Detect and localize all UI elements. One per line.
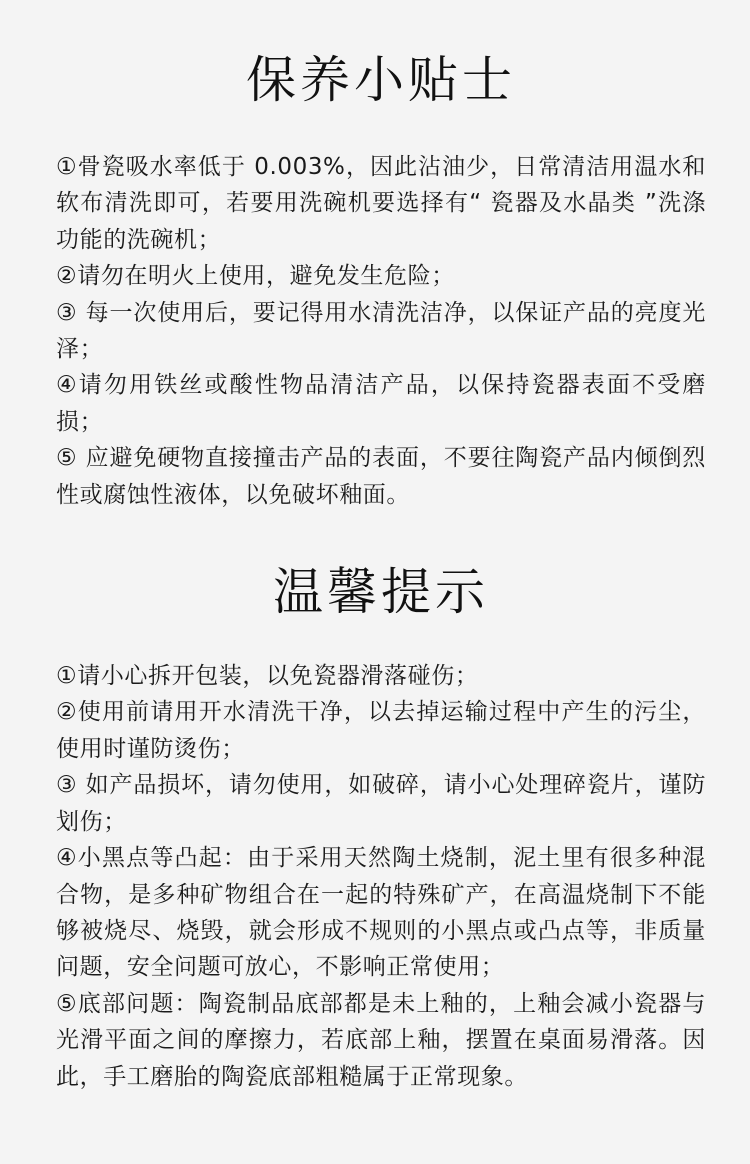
care-tips-list: [56, 149, 706, 513]
reminder-item: ⑤底部问题：陶瓷制品底部都是未上釉的，上釉会减小瓷器与光滑平面之间的摩擦力，若底部上釉，摆置在桌面易滑落。因此，手工磨胎的陶瓷底部粗糙属于正常现象。: [56, 990, 706, 1090]
warm-reminder-section: [56, 557, 706, 1095]
care-tip-item: ⑤ 应避免硬物直接撞击产品的表面，不要往陶瓷产品内倾倒烈性或腐蚀性液体，以免破坏釉面。: [56, 445, 706, 508]
warm-reminder-list: [56, 658, 706, 1095]
reminder-item: ①请小心拆开包装，以免瓷器滑落碰伤；: [56, 663, 479, 690]
care-tip-item: ①骨瓷吸水率低于 0.003%，因此沾油少，日常清洁用温水和软布清洗即可，若要用洗碗机要选择有“ 瓷器及水晶类 ”洗涤功能的洗碗机；: [56, 154, 706, 253]
care-tip-item: ②请勿在明火上使用，避免发生危险；: [56, 263, 455, 290]
warm-reminder-title: 温馨提示: [273, 563, 489, 622]
reminder-item: ③ 如产品损坏，请勿使用，如破碎，请小心处理碎瓷片，谨防划伤；: [56, 772, 706, 835]
reminder-item: ④小黑点等凸起：由于采用天然陶土烧制，泥土里有很多种混合物，是多种矿物组合在一起的特殊矿产，在高温烧制下不能够被烧尽、烧毁，就会形成不规则的小黑点或凸点等，非质量问题，安全问题可放心，不影响正常使用；: [56, 845, 706, 981]
care-tips-title: 保养小贴士: [246, 51, 516, 109]
care-tip-item: ③ 每一次使用后，要记得用水清洗洁净，以保证产品的亮度光泽；: [56, 299, 706, 363]
care-tips-section: [56, 0, 706, 513]
reminder-item: ②使用前请用开水清洗干净，以去掉运输过程中产生的污尘，使用时谨防烫伤；: [56, 699, 706, 762]
care-tip-item: ④请勿用铁丝或酸性物品清洁产品，以保持瓷器表面不受磨损；: [56, 372, 706, 435]
